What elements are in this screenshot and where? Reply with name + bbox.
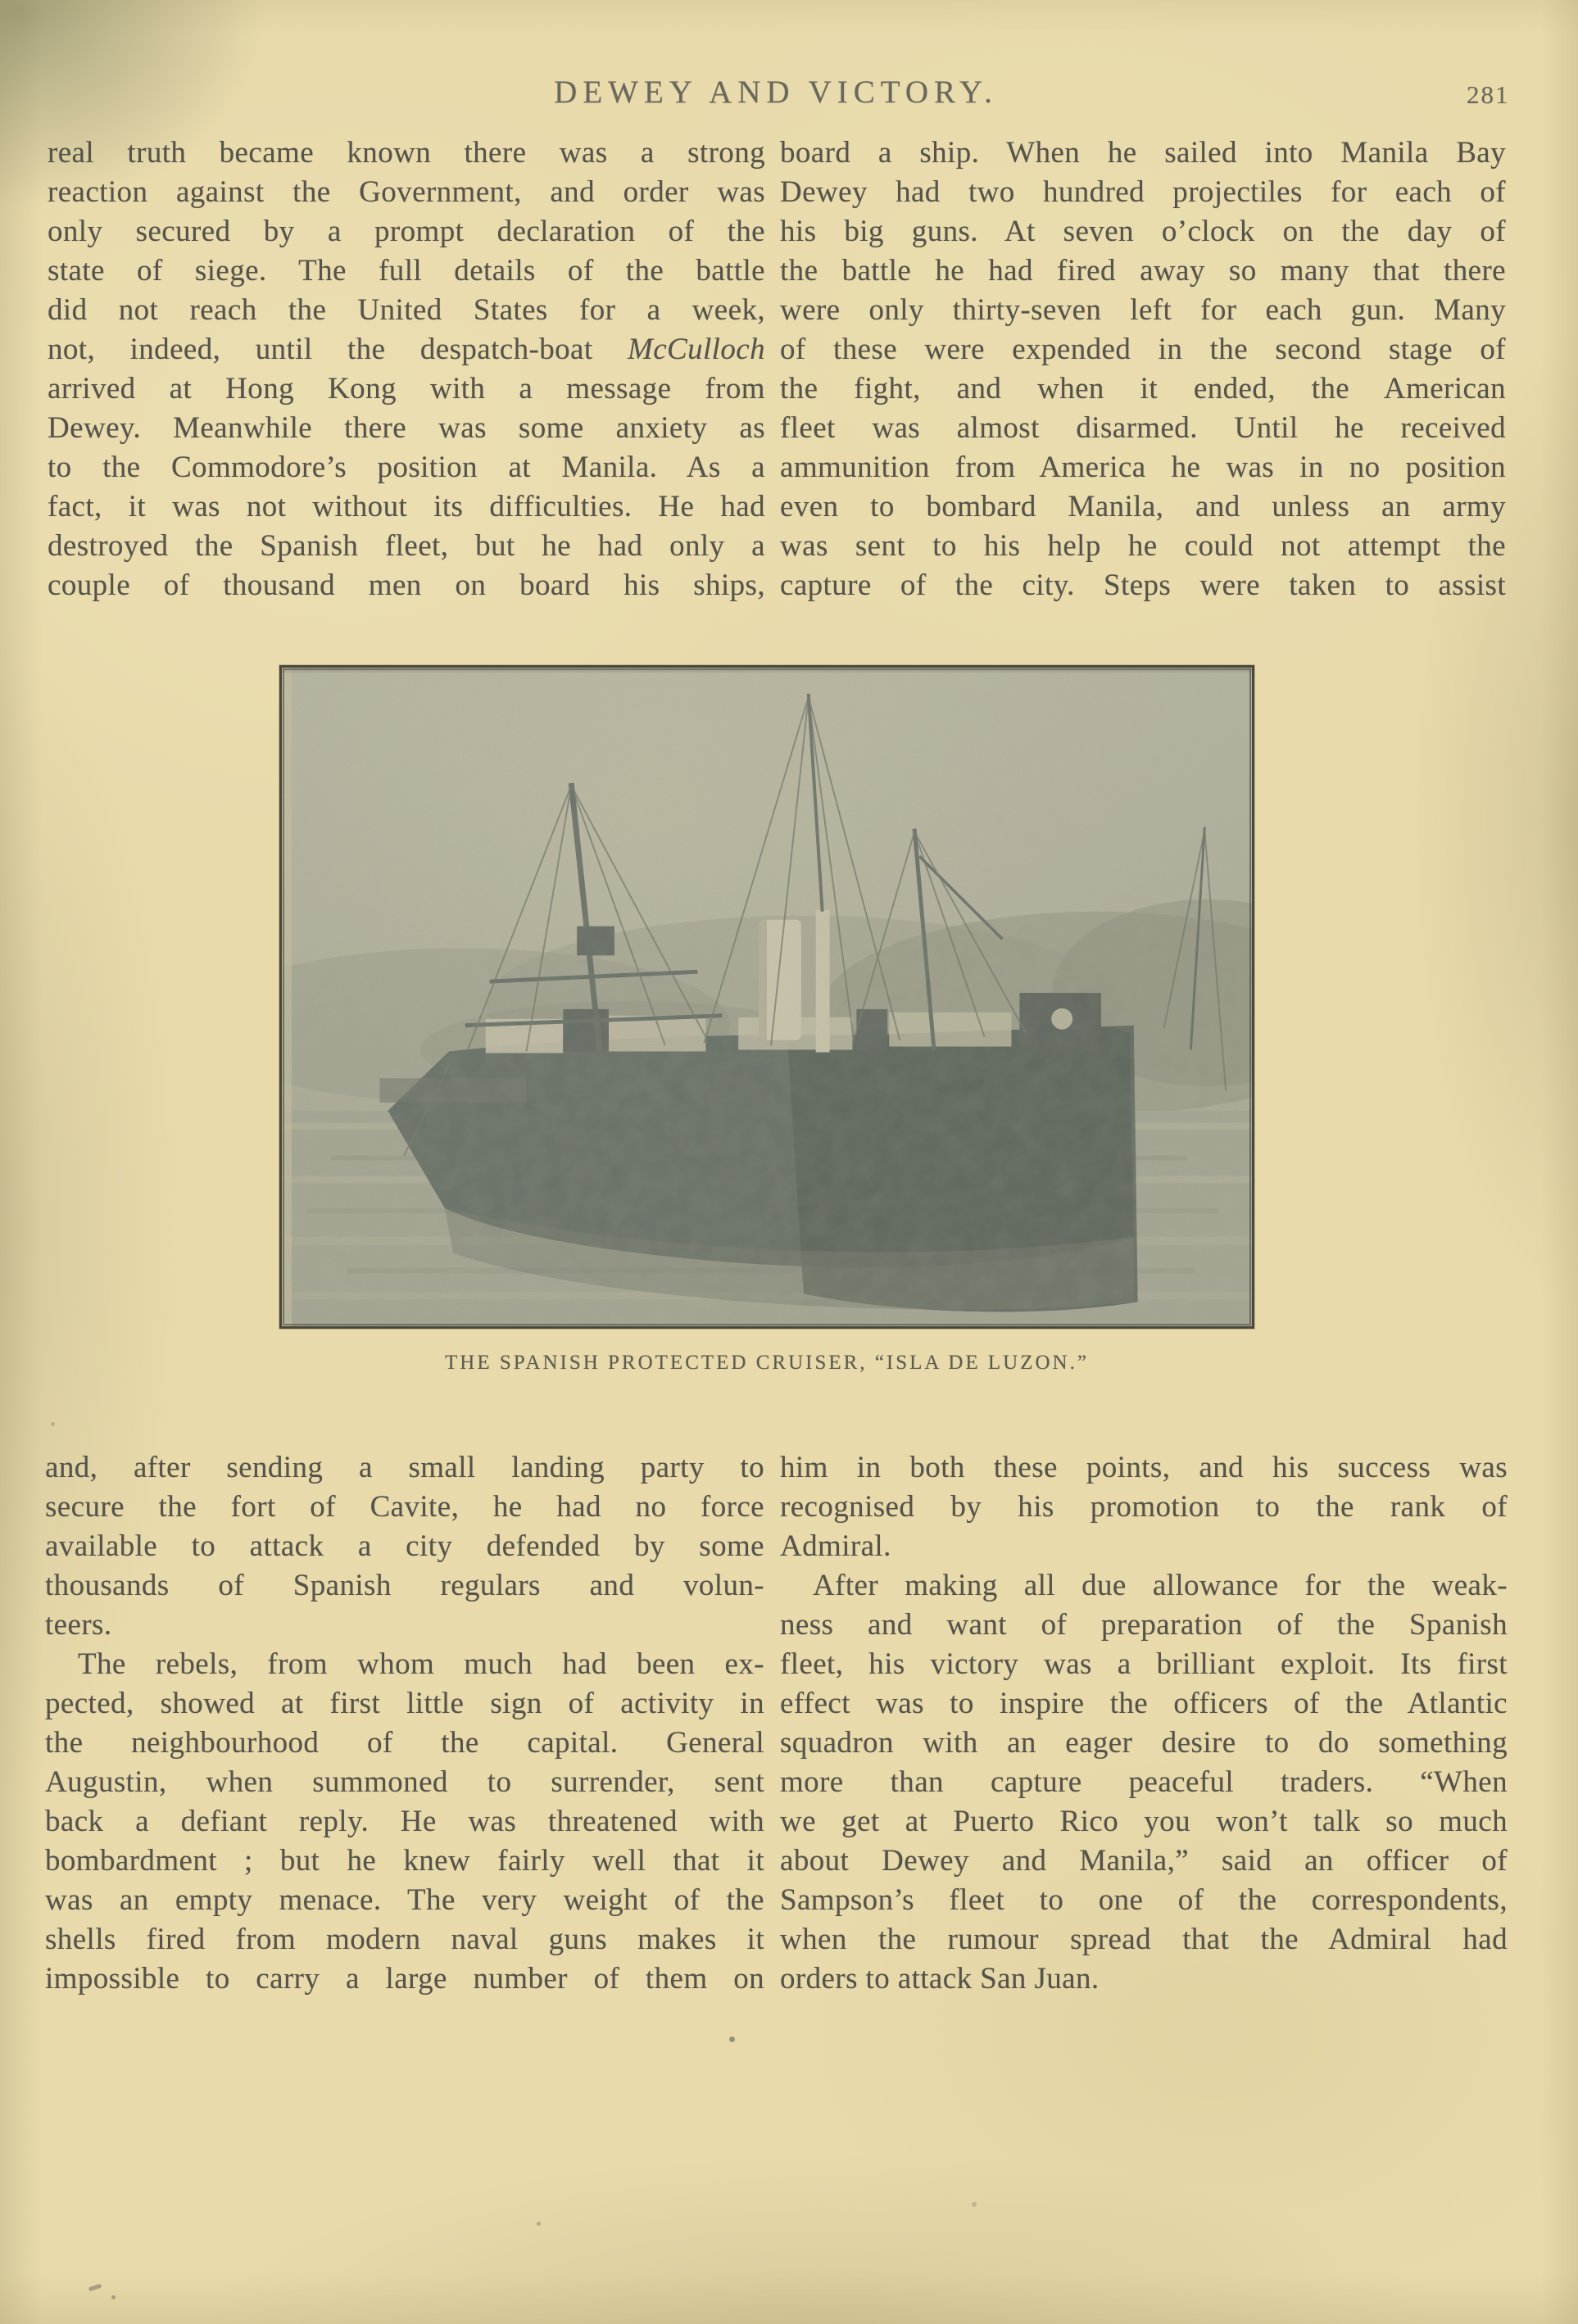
- text-line: reaction against the Government, and order was: [48, 175, 765, 209]
- text-line: the fight, and when it ended, the American: [780, 372, 1506, 405]
- text-line: effect was to inspire the officers of the Atlantic: [780, 1687, 1508, 1720]
- text-line: secure the fort of Cavite, he had no force: [45, 1490, 764, 1524]
- text-line: of these were expended in the second stage of: [780, 333, 1506, 366]
- text-line: Augustin, when summoned to surrender, sent: [45, 1765, 764, 1799]
- page-number: 281: [1467, 80, 1510, 109]
- text-line: The rebels, from whom much had been ex-: [78, 1647, 764, 1681]
- text-line: available to attack a city defended by some: [45, 1529, 764, 1563]
- text-line: Admiral.: [780, 1529, 891, 1563]
- ship-photo-illustration: [282, 668, 1252, 1326]
- text-line: only secured by a prompt declaration of the: [48, 215, 765, 248]
- text-line: the neighbourhood of the capital. General: [45, 1726, 764, 1760]
- text-line: fleet was almost disarmed. Until he received: [780, 411, 1506, 445]
- ink-speck: [972, 2202, 977, 2207]
- photo-caption: THE SPANISH PROTECTED CRUISER, “ISLA DE LUZON.”: [445, 1352, 1089, 1374]
- text-line: did not reach the United States for a week,: [48, 293, 765, 327]
- text-line: impossible to carry a large number of them on: [45, 1962, 764, 1996]
- text-line: the battle he had fired away so many that there: [780, 254, 1506, 288]
- ink-speck: [111, 2295, 116, 2299]
- ink-speck: [51, 1422, 55, 1426]
- column-top-right: [780, 134, 1506, 605]
- text-line: shells fired from modern naval guns makes it: [45, 1923, 764, 1956]
- text-line: back a defiant reply. He was threatened with: [45, 1805, 764, 1838]
- text-line: real truth became known there was a strong: [48, 136, 765, 170]
- ship-photo: [279, 665, 1254, 1329]
- text-line: his big guns. At seven o’clock on the day of: [780, 215, 1506, 248]
- column-top-left: [48, 134, 765, 605]
- text-line: destroyed the Spanish fleet, but he had only a: [48, 529, 765, 563]
- text-line: fact, it was not without its difficulties. He had: [48, 490, 765, 523]
- text-line: board a ship. When he sailed into Manila Bay: [780, 136, 1506, 170]
- text-line: we get at Puerto Rico you won’t talk so much: [780, 1805, 1508, 1838]
- text-line: teers.: [45, 1608, 112, 1642]
- text-line: was sent to his help he could not attempt the: [780, 529, 1506, 563]
- text-line: more than capture peaceful traders. “When: [780, 1765, 1508, 1799]
- page-title: DEWEY AND VICTORY.: [554, 75, 998, 110]
- text-line: orders to attack San Juan.: [780, 1962, 1100, 1996]
- text-line: ammunition from America he was in no position: [780, 451, 1506, 484]
- text-line: to the Commodore’s position at Manila. As a: [48, 451, 765, 484]
- text-line: not, indeed, until the despatch-boat McCulloch: [48, 333, 765, 366]
- text-line: Dewey. Meanwhile there was some anxiety as: [48, 411, 765, 445]
- text-line: even to bombard Manila, and unless an army: [780, 490, 1506, 523]
- text-line: couple of thousand men on board his ships,: [48, 569, 765, 602]
- text-line: state of siege. The full details of the battle: [48, 254, 765, 288]
- text-line: bombardment ; but he knew fairly well that it: [45, 1844, 764, 1878]
- text-line: and, after sending a small landing party to: [45, 1451, 764, 1484]
- ink-speck: [729, 2036, 735, 2042]
- text-line: ness and want of preparation of the Spanish: [780, 1608, 1508, 1642]
- column-bottom-left: [45, 1448, 764, 1999]
- ink-speck: [88, 2284, 102, 2292]
- text-line: After making all due allowance for the weak-: [813, 1569, 1508, 1602]
- text-line: arrived at Hong Kong with a message from: [48, 372, 765, 405]
- text-line: Sampson’s fleet to one of the correspondents,: [780, 1883, 1508, 1917]
- text-line: pected, showed at first little sign of activity in: [45, 1687, 764, 1720]
- text-line: capture of the city. Steps were taken to assist: [780, 569, 1506, 602]
- text-line: Dewey had two hundred projectiles for each of: [780, 175, 1506, 209]
- text-line: him in both these points, and his success was: [780, 1451, 1508, 1484]
- column-bottom-right: [780, 1448, 1508, 1999]
- text-line: when the rumour spread that the Admiral had: [780, 1923, 1508, 1956]
- text-line: fleet, his victory was a brilliant exploit. Its first: [780, 1647, 1508, 1681]
- text-line: was an empty menace. The very weight of the: [45, 1883, 764, 1917]
- text-line: about Dewey and Manila,” said an officer of: [780, 1844, 1508, 1878]
- text-line: recognised by his promotion to the rank of: [780, 1490, 1508, 1524]
- text-line: squadron with an eager desire to do something: [780, 1726, 1508, 1760]
- ink-speck: [537, 2222, 541, 2226]
- text-line: were only thirty-seven left for each gun. Many: [780, 293, 1506, 327]
- text-line: thousands of Spanish regulars and volun-: [45, 1569, 764, 1602]
